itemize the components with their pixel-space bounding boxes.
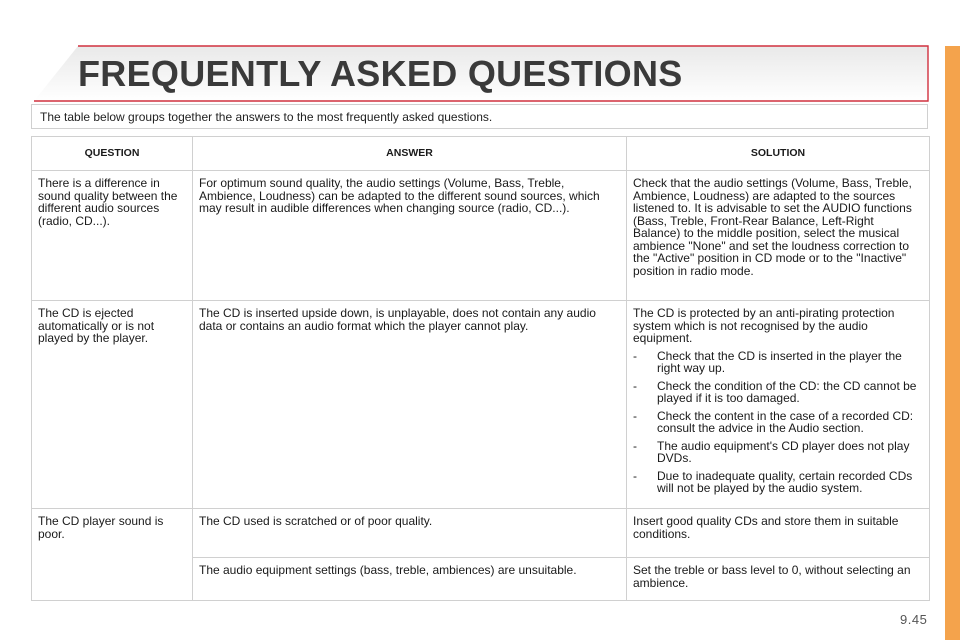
question-cell: There is a difference in sound quality between the different audio sources (radio, CD...).: [32, 171, 193, 301]
answer-cell: The CD is inserted upside down, is unplayable, does not contain any audio data or contains an audio format which the player cannot play.: [193, 301, 627, 509]
table-row: [32, 171, 930, 301]
solution-cell: Check that the audio settings (Volume, Bass, Treble, Ambience, Loudness) are adapted to the sources listened to. It is advisable to set the AUDIO functions (Bass, Treble, Front-Rear Balance, Left-Right Balance) to the middle position, select the musical ambience "None" and set the loudness correction to the "Active" position in CD mode or to the "Inactive" position in radio mode.: [627, 171, 930, 301]
side-accent-bar: [945, 46, 960, 640]
question-cell: The CD is ejected automatically or is not played by the player.: [32, 301, 193, 509]
solution-text: The CD is protected by an anti-pirating protection system which is not recognised by the audio equipment.: [633, 306, 895, 345]
answer-cell: The CD used is scratched or of poor quality.: [193, 509, 627, 558]
solution-list-item: [633, 350, 923, 375]
faq-table: [31, 136, 930, 601]
solution-list-item: [633, 470, 923, 495]
solution-cell: Insert good quality CDs and store them in suitable conditions.: [627, 509, 930, 558]
intro-text: The table below groups together the answers to the most frequently asked questions.: [31, 104, 928, 129]
solution-list-item: [633, 440, 923, 465]
list-dash: -: [633, 438, 637, 453]
answer-cell: The audio equipment settings (bass, treble, ambiences) are unsuitable.: [193, 558, 627, 601]
column-header-question: QUESTION: [32, 137, 193, 171]
solution-cell: [627, 301, 930, 509]
header: [0, 0, 960, 110]
answer-cell: For optimum sound quality, the audio settings (Volume, Bass, Treble, Ambience, Loudness) can be adapted to the different sound sources, which may result in audible differences when changing source (radio, CD...).: [193, 171, 627, 301]
solution-item-text: Check the content in the case of a recorded CD: consult the advice in the Audio section.: [657, 408, 914, 435]
table-row: [32, 301, 930, 509]
list-dash: -: [633, 468, 637, 483]
list-dash: -: [633, 378, 637, 393]
list-dash: -: [633, 348, 637, 363]
solution-item-text: Due to inadequate quality, certain recorded CDs will not be played by the audio system.: [657, 468, 913, 495]
solution-item-text: Check the condition of the CD: the CD cannot be played if it is too damaged.: [657, 378, 917, 405]
page-number: 9.45: [900, 612, 928, 627]
column-header-answer: ANSWER: [193, 137, 627, 171]
solution-item-text: Check that the CD is inserted in the player the right way up.: [657, 348, 902, 375]
list-dash: -: [633, 408, 637, 423]
solution-list-item: [633, 410, 923, 435]
solution-list: [633, 350, 923, 495]
column-header-solution: SOLUTION: [627, 137, 930, 171]
page-title: FREQUENTLY ASKED QUESTIONS: [78, 53, 683, 94]
table-header-row: [32, 137, 930, 171]
solution-item-text: The audio equipment's CD player does not play DVDs.: [657, 438, 910, 465]
question-cell: The CD player sound is poor.: [32, 509, 193, 601]
solution-cell: Set the treble or bass level to 0, without selecting an ambience.: [627, 558, 930, 601]
solution-list-item: [633, 380, 923, 405]
table-row: [32, 509, 930, 558]
